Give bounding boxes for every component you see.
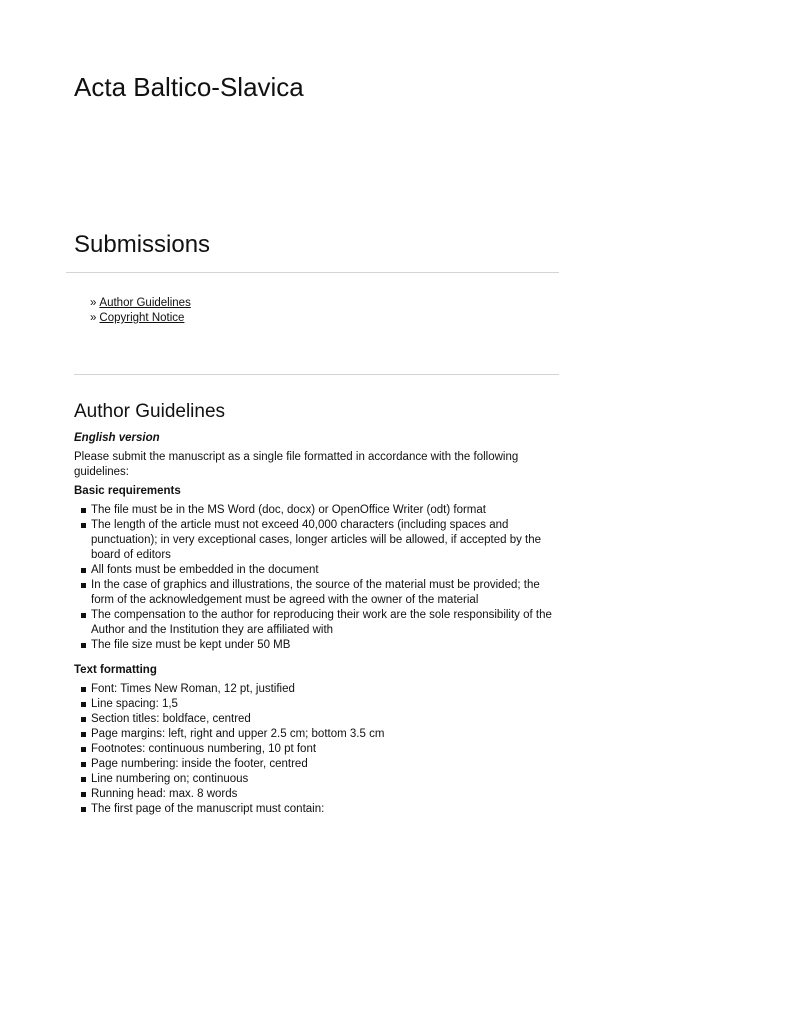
list-item-text: The length of the article must not exceed 40,000 characters (including spaces and punctuation); in very exceptional cases, longer articles will be allowed, if accepted by the board of editors (91, 519, 542, 561)
list-item-text: The first page of the manuscript must contain: (91, 803, 325, 815)
intro-text: Please submit the manuscript as a single file formatted in accordance with the following guidelines: (74, 451, 519, 478)
list-item (74, 503, 564, 518)
list-item (74, 563, 564, 578)
basic-requirements-list (74, 503, 564, 653)
list-item-text: In the case of graphics and illustrations, the source of the material must be provided; the form of the acknowledgement must be agreed with the owner of the material (91, 579, 540, 606)
section-nav-item-copyright-notice (90, 311, 191, 326)
basic-requirements-heading: Basic requirements (74, 485, 181, 497)
nav-marker: » (90, 297, 97, 309)
text-formatting-list (74, 682, 564, 817)
list-item-text: All fonts must be embedded in the document (91, 564, 319, 576)
text-formatting-heading: Text formatting (74, 664, 157, 676)
list-item-text: Line spacing: 1,5 (91, 698, 178, 710)
square-bullet-icon (81, 613, 86, 618)
square-bullet-icon (81, 807, 86, 812)
square-bullet-icon (81, 523, 86, 528)
section-nav (90, 296, 191, 326)
square-bullet-icon (81, 568, 86, 573)
square-bullet-icon (81, 777, 86, 782)
list-item (74, 772, 564, 787)
copyright-notice-link[interactable]: Copyright Notice (99, 312, 185, 324)
square-bullet-icon (81, 747, 86, 752)
list-item (74, 757, 564, 772)
square-bullet-icon (81, 702, 86, 707)
list-item-text: Font: Times New Roman, 12 pt, justified (91, 683, 295, 695)
title-divider (66, 272, 559, 273)
section-divider (74, 374, 559, 375)
list-item (74, 638, 564, 653)
list-item (74, 518, 564, 563)
author-guidelines-section (74, 398, 564, 817)
list-item-text: Footnotes: continuous numbering, 10 pt font (91, 743, 317, 755)
list-item-text: Section titles: boldface, centred (91, 713, 251, 725)
list-item (74, 608, 564, 638)
list-item-text: Page margins: left, right and upper 2.5 cm; bottom 3.5 cm (91, 728, 385, 740)
square-bullet-icon (81, 717, 86, 722)
list-item-text: The file size must be kept under 50 MB (91, 639, 291, 651)
list-item (74, 802, 564, 817)
nav-marker: » (90, 312, 97, 324)
list-item-text: The compensation to the author for reproducing their work are the sole responsibility of the Author and the Institution they are affiliated with (91, 609, 552, 636)
list-item (74, 787, 564, 802)
language-version-label: English version (74, 432, 160, 444)
list-item-text: Line numbering on; continuous (91, 773, 249, 785)
section-nav-item-author-guidelines (90, 296, 191, 311)
square-bullet-icon (81, 762, 86, 767)
square-bullet-icon (81, 792, 86, 797)
list-item (74, 578, 564, 608)
list-item (74, 682, 564, 697)
page-title: Submissions (74, 231, 211, 258)
list-item-text: The file must be in the MS Word (doc, docx) or OpenOffice Writer (odt) format (91, 504, 486, 516)
list-item-text: Page numbering: inside the footer, centred (91, 758, 308, 770)
site-title: Acta Baltico-Slavica (74, 72, 304, 102)
square-bullet-icon (81, 687, 86, 692)
square-bullet-icon (81, 732, 86, 737)
square-bullet-icon (81, 583, 86, 588)
square-bullet-icon (81, 643, 86, 648)
list-item (74, 697, 564, 712)
section-title: Author Guidelines (74, 401, 226, 422)
square-bullet-icon (81, 508, 86, 513)
list-item (74, 742, 564, 757)
list-item (74, 727, 564, 742)
author-guidelines-link[interactable]: Author Guidelines (99, 297, 191, 309)
list-item (74, 712, 564, 727)
list-item-text: Running head: max. 8 words (91, 788, 238, 800)
